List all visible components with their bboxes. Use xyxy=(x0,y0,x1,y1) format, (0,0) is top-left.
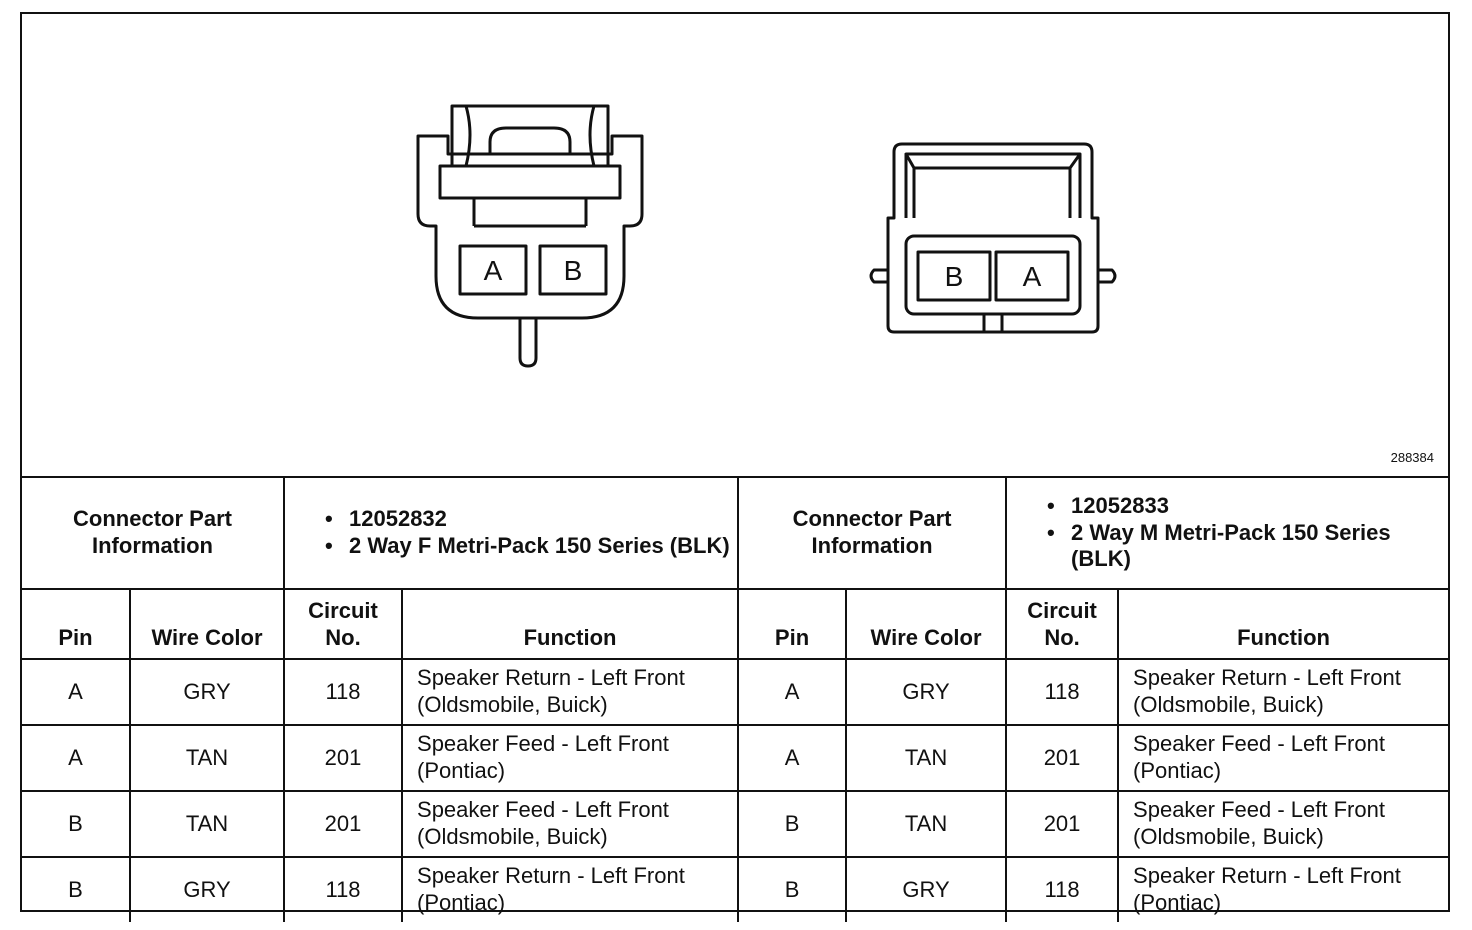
header-function: Function xyxy=(1118,589,1448,659)
function-line2: (Pontiac) xyxy=(417,890,506,915)
left-pin-cell: B xyxy=(22,857,130,922)
right-function-cell xyxy=(1118,725,1448,791)
table-row xyxy=(22,857,1448,922)
left-circuit-no-cell: 201 xyxy=(284,791,402,857)
function-line2: (Oldsmobile, Buick) xyxy=(417,692,608,717)
connector1-info-value xyxy=(284,477,738,589)
right-pin-cell: A xyxy=(738,725,846,791)
header-pin: Pin xyxy=(22,589,130,659)
left-pin-cell: A xyxy=(22,725,130,791)
header-circuit-line1: Circuit xyxy=(308,598,378,624)
function-line2: (Oldsmobile, Buick) xyxy=(1133,824,1324,849)
header-pin: Pin xyxy=(738,589,846,659)
table-row xyxy=(22,725,1448,791)
right-pin-cell: B xyxy=(738,857,846,922)
connector-diagram-area xyxy=(22,14,1448,476)
function-line2: (Oldsmobile, Buick) xyxy=(1133,692,1324,717)
right-wire-color-cell: TAN xyxy=(846,725,1006,791)
left-function-cell xyxy=(402,725,738,791)
connector1-description: • 2 Way F Metri-Pack 150 Series (BLK) xyxy=(325,533,731,560)
left-function-cell xyxy=(402,857,738,922)
table-row xyxy=(22,659,1448,725)
right-circuit-no-cell: 201 xyxy=(1006,725,1118,791)
function-line2: (Pontiac) xyxy=(417,758,506,783)
connector2-pin-a-label: A xyxy=(1022,261,1042,292)
function-line1: Speaker Feed - Left Front xyxy=(1133,731,1385,757)
right-wire-color-cell: GRY xyxy=(846,659,1006,725)
diagram-frame xyxy=(20,12,1450,915)
left-function-cell xyxy=(402,659,738,725)
table-header-row xyxy=(22,589,1448,659)
left-pin-cell: B xyxy=(22,791,130,857)
connector1-pin-b-label: B xyxy=(563,255,583,286)
function-line1: Speaker Feed - Left Front xyxy=(417,797,669,823)
function-line2: (Pontiac) xyxy=(1133,758,1222,783)
right-function-cell xyxy=(1118,857,1448,922)
header-circuit-line2: No. xyxy=(1044,625,1080,651)
left-wire-color-cell: TAN xyxy=(130,791,284,857)
header-circuit-line1: Circuit xyxy=(1027,598,1097,624)
header-circuit-no xyxy=(1006,589,1118,659)
connector1-info-label: Connector Part Information xyxy=(22,477,284,589)
right-circuit-no-cell: 201 xyxy=(1006,791,1118,857)
table-row xyxy=(22,791,1448,857)
header-circuit-no xyxy=(284,589,402,659)
right-pin-cell: A xyxy=(738,659,846,725)
right-function-cell xyxy=(1118,659,1448,725)
female-connector-drawing xyxy=(418,106,642,366)
right-circuit-no-cell: 118 xyxy=(1006,857,1118,922)
connector2-pin-b-label: B xyxy=(944,261,964,292)
connector1-part-number: • 12052832 xyxy=(325,506,731,533)
left-wire-color-cell: GRY xyxy=(130,857,284,922)
connector2-info-value xyxy=(1006,477,1448,589)
male-connector-drawing xyxy=(871,144,1115,332)
left-circuit-no-cell: 118 xyxy=(284,659,402,725)
function-line1: Speaker Feed - Left Front xyxy=(417,731,669,757)
connector-drawings xyxy=(22,14,1448,476)
header-circuit-line2: No. xyxy=(325,625,361,651)
figure-id: 288384 xyxy=(1390,450,1434,465)
right-wire-color-cell: GRY xyxy=(846,857,1006,922)
header-wire-color: Wire Color xyxy=(846,589,1006,659)
connector2-part-number: • 12052833 xyxy=(1047,493,1442,520)
connector1-pin-a-label: A xyxy=(483,255,503,286)
right-function-cell xyxy=(1118,791,1448,857)
function-line1: Speaker Return - Left Front xyxy=(1133,665,1401,691)
header-wire-color: Wire Color xyxy=(130,589,284,659)
left-pin-cell: A xyxy=(22,659,130,725)
left-wire-color-cell: TAN xyxy=(130,725,284,791)
function-line2: (Pontiac) xyxy=(1133,890,1222,915)
left-wire-color-cell: GRY xyxy=(130,659,284,725)
connector2-info-label: Connector Part Information xyxy=(738,477,1006,589)
function-line2: (Oldsmobile, Buick) xyxy=(417,824,608,849)
right-pin-cell: B xyxy=(738,791,846,857)
right-circuit-no-cell: 118 xyxy=(1006,659,1118,725)
function-line1: Speaker Return - Left Front xyxy=(417,863,685,889)
connector-info-row xyxy=(22,477,1448,589)
connector-pinout-table xyxy=(22,476,1448,922)
pin-rows xyxy=(22,659,1448,922)
left-circuit-no-cell: 118 xyxy=(284,857,402,922)
function-line1: Speaker Return - Left Front xyxy=(1133,863,1401,889)
connector2-description: • 2 Way M Metri-Pack 150 Series (BLK) xyxy=(1047,520,1442,574)
function-line1: Speaker Return - Left Front xyxy=(417,665,685,691)
left-function-cell xyxy=(402,791,738,857)
right-wire-color-cell: TAN xyxy=(846,791,1006,857)
function-line1: Speaker Feed - Left Front xyxy=(1133,797,1385,823)
header-function: Function xyxy=(402,589,738,659)
left-circuit-no-cell: 201 xyxy=(284,725,402,791)
